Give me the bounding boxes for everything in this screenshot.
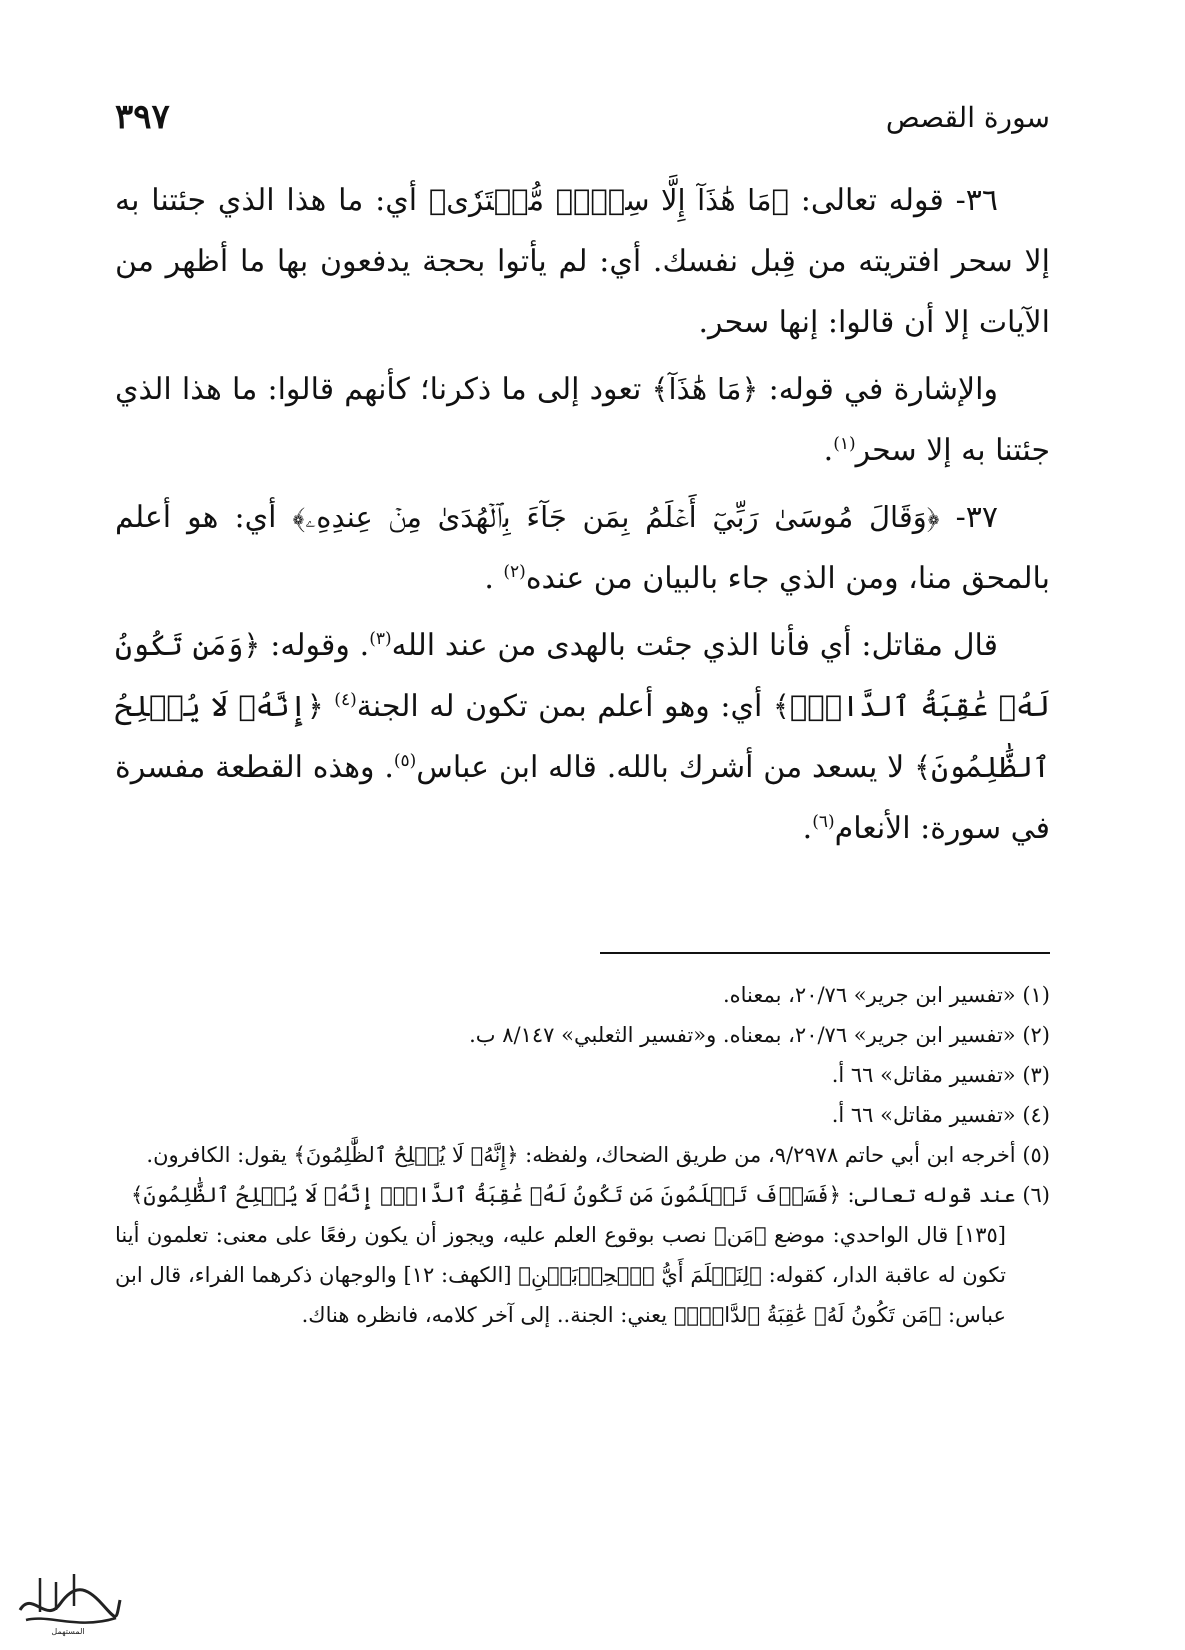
logo-text: المستهمل	[51, 1627, 85, 1636]
commentary-text: . وهذه القطعة مفسرة في سورة: الأنعام	[115, 750, 1050, 846]
footnote-item: (٥) أخرجه ابن أبي حاتم ٩/٢٩٧٨، من طريق الضحاك، ولفظه: ﴿إِنَّهُۥ لَا يُفۡلِحُ ٱلظَّٰلِمُونَ﴾ يقول: الكافرون.	[146, 1143, 1050, 1167]
commentary-text: أي: وهو أعلم بمن تكون له الجنة	[356, 689, 773, 724]
footnote-item: (٣) «تفسير مقاتل» ٦٦ أ.	[831, 1063, 1050, 1087]
paragraph-verse-36	[115, 170, 1050, 353]
logo-calligraphy-stroke	[20, 1590, 120, 1617]
footnote-ref[interactable]: (٤)	[334, 690, 357, 710]
commentary-text: أي: ما هذا الذي جئتنا به إلا سحر افتريته من قِبل نفسك. أي: لم يأتوا بحجة يدفعون بها ما أظهر من الآيات إلا أن قالوا: إنها سحر.	[115, 183, 1050, 340]
footnote-item: (٢) «تفسير ابن جرير» ٢٠/٧٦، بمعناه. و«تفسير الثعلبي» ٨/١٤٧ ب.	[469, 1023, 1050, 1047]
commentary-text: والإشارة في قوله:	[758, 372, 998, 407]
verse-number: ٣٧-	[939, 500, 998, 535]
commentary-text: أي: هو أعلم بالمحق منا، ومن الذي جاء بالبيان من عنده	[115, 500, 1050, 596]
punctuation: .	[823, 433, 834, 468]
main-text	[115, 170, 1050, 865]
footnote-item: (٦) عند قوله تعالى: ﴿فَسَوۡفَ تَعۡلَمُونَ مَن تَكُونُ لَهُۥ عَٰقِبَةُ ٱلدَّارِۚ إِنَّهُۥ لَا يُفۡلِحُ ٱلظَّٰلِمُونَ﴾	[131, 1183, 1050, 1207]
footnote-item: (٤) «تفسير مقاتل» ٦٦ أ.	[831, 1103, 1050, 1127]
verse-number: ٣٦- قوله تعالى:	[788, 183, 999, 218]
punctuation: .	[484, 561, 504, 596]
commentary-text: قال مقاتل: أي فأنا الذي جئت بالهدى من عند الله	[391, 628, 998, 663]
quran-quote: ﴿مَا هَٰذَآ إِلَّا سِحۡرٞ مُّفۡتَرٗى﴾	[428, 183, 789, 217]
footnote-item: (١) «تفسير ابن جرير» ٢٠/٧٦، بمعناه.	[722, 983, 1050, 1007]
paragraph-muqatil	[115, 615, 1050, 859]
footnote-ref[interactable]: (٢)	[503, 562, 526, 582]
footnote-ref[interactable]: (٥)	[393, 751, 417, 771]
quran-quote: ﴿مَا هَٰذَآ﴾	[651, 372, 759, 406]
commentary-text: . وقوله:	[260, 628, 370, 663]
quran-quote: ﴿وَقَالَ مُوسَىٰ رَبِّيٓ أَعۡلَمُ بِمَن جَآءَ بِٱلۡهُدَىٰ مِنۡ عِندِهِۦ﴾	[292, 500, 940, 534]
footnote-ref[interactable]: (٣)	[369, 629, 392, 649]
surah-title: سورة القصص	[885, 100, 1050, 134]
quran-quote: ﴿وَمَن تَكُونُ لَهُۥ عَٰقِبَةُ ٱلدَّارِۚ﴾	[115, 628, 1050, 723]
page-header	[115, 92, 1050, 142]
space	[324, 689, 335, 724]
footnote-continuation: [١٣٥] قال الواحدي: موضع ﴿مَن﴾ نصب بوقوع العلم عليه، ويجوز أن يكون رفعًا على معنى: تعلمون أينا تكون له عاقبة الدار، كقوله: ﴿لِنَعۡلَمَ أَيُّ ٱلۡحِزۡبَيۡنِ﴾ [الكهف: ١٢] والوجهان ذكرهما الفراء، قال ابن عباس: ﴿مَن تَكُونُ لَهُۥ عَٰقِبَةُ ٱلدَّارِۚ﴾ يعني: الجنة.. إلى آخر كلامه، فانظره هناك.	[115, 1223, 1006, 1327]
page-number: ٣٩٧	[115, 97, 170, 137]
footnote-ref[interactable]: (٦)	[812, 812, 835, 832]
footnote-divider	[600, 952, 1050, 954]
commentary-text: لا يسعد من أشرك بالله. قاله ابن عباس	[416, 750, 915, 785]
footnote-ref[interactable]: (١)	[833, 434, 856, 454]
logo-calligraphy-stroke	[26, 1618, 116, 1623]
footnotes	[115, 975, 1050, 1335]
quran-quote: ﴿إِنَّهُۥ لَا يُفۡلِحُ ٱلظَّٰلِمُونَ﴾	[115, 689, 1051, 784]
punctuation: .	[802, 811, 813, 846]
paragraph-commentary	[115, 359, 1050, 481]
paragraph-verse-37	[115, 487, 1050, 609]
commentary-text: تعود إلى ما ذكرنا؛ كأنهم قالوا: ما هذا الذي جئتنا به إلا سحر	[115, 372, 1050, 468]
publisher-logo	[12, 1560, 124, 1638]
